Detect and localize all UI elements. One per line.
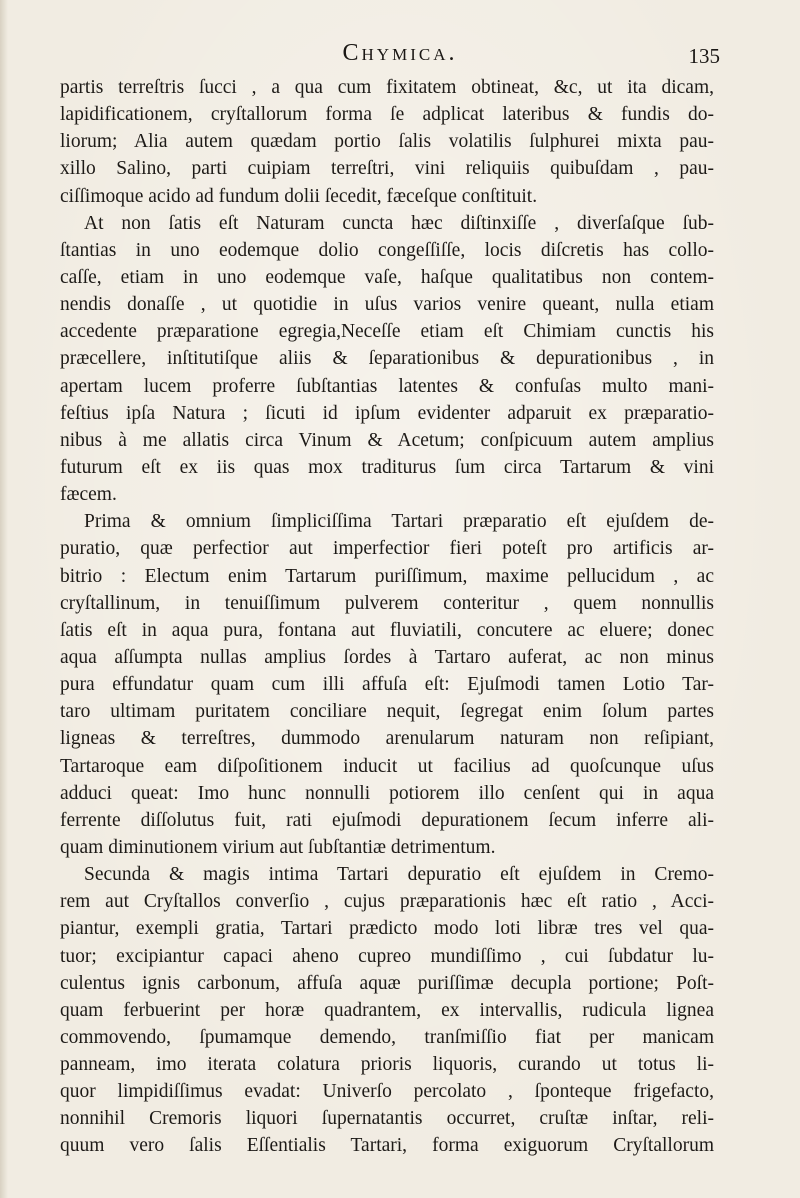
- text-line: ligneas & terreſtres, dummodo arenularum naturam non reſipiant,: [60, 728, 714, 750]
- text-line: feſtius ipſa Natura ; ſicuti id ipſum evidenter adparuit ex præparatio-: [60, 402, 714, 424]
- text-line: cryſtallinum, in tenuiſſimum pulverem conteritur , quem nonnullis: [60, 592, 714, 614]
- text-line: ferrente diſſolutus fuit, rati ejuſmodi depurationem ſecum inferre ali-: [60, 809, 714, 831]
- page-gutter-shadow: [0, 0, 8, 1198]
- text-line: partis terreſtris ſucci , a qua cum fixitatem obtineat, &c, ut ita dicam,: [60, 77, 714, 98]
- text-line: taro ultimam puritatem conciliare nequit, ſegregat enim ſolum partes: [60, 701, 714, 723]
- text-line: nendis donaſſe , ut quotidie in uſus varios venire queant, nulla etiam: [60, 294, 714, 316]
- text-line: puratio, quæ perfectior aut imperfectior fieri poteſt pro artificis ar-: [60, 538, 714, 560]
- text-line: lapidificationem, cryſtallorum forma ſe adplicat lateribus & fundis do-: [60, 104, 714, 126]
- text-line: nonnihil Cremoris liquori ſupernatantis occurret, cruſtæ inſtar, reli-: [60, 1108, 714, 1130]
- text-line: quam diminutionem virium aut ſubſtantiæ detrimentum.: [60, 836, 496, 858]
- text-line: accedente præparatione egregia,Neceſſe etiam eſt Chimiam cunctis his: [60, 321, 714, 343]
- text-line: aqua aſſumpta nullas amplius ſordes à Tartaro auferat, ac non minus: [60, 646, 714, 668]
- text-line: tuor; excipiantur capaci aheno cupreo mundiſſimo , cui ſubdatur lu-: [60, 945, 714, 967]
- text-line: quam ferbuerint per horæ quadrantem, ex intervallis, rudicula lignea: [60, 999, 714, 1021]
- text-line: Prima & omnium ſimpliciſſima Tartari præparatio eſt ejuſdem de-: [84, 511, 714, 533]
- text-line: apertam lucem proferre ſubſtantias latentes & confuſas multo mani-: [60, 375, 714, 397]
- text-line: panneam, imo iterata colatura prioris liquoris, curando ut totus li-: [60, 1054, 714, 1076]
- text-line: caſſe, etiam in uno eodemque vaſe, haſque qualitatibus non contem-: [60, 266, 714, 288]
- text-line: quor limpidiſſimus evadat: Univerſo percolato , ſponteque frigefacto,: [60, 1081, 714, 1103]
- text-line: xillo Salino, parti cuipiam terreſtri, vini reliquiis quibuſdam , pau-: [60, 158, 714, 180]
- text-line: piantur, exempli gratia, Tartari prædicto modo loti libræ tres vel qua-: [60, 918, 714, 940]
- text-line: liorum; Alia autem quædam portio ſalis volatilis ſulphurei mixta pau-: [60, 131, 714, 153]
- body-text: [60, 74, 714, 1160]
- text-line: ciſſimoque acido ad fundum dolii ſecedit, fæceſque conſtituit.: [60, 185, 538, 207]
- text-line: Secunda & magis intima Tartari depuratio eſt ejuſdem in Cremo-: [84, 864, 714, 886]
- text-line: pura effundatur quam cum illi affuſa eſt: Ejuſmodi tamen Lotio Tar-: [60, 674, 714, 696]
- text-line: bitrio : Electum enim Tartarum puriſſimum, maxime pellucidum , ac: [60, 565, 714, 587]
- text-line: rem aut Cryſtallos converſio , cujus præparationis hæc eſt ratio , Acci-: [60, 891, 714, 913]
- text-line: nibus à me allatis circa Vinum & Acetum; conſpicuum autem amplius: [60, 429, 714, 451]
- text-line: futurum eſt ex iis quas mox traditurus ſum circa Tartarum & vini: [60, 456, 714, 478]
- text-line: Tartaroque eam diſpoſitionem inducit ut facilius ad quoſcunque uſus: [60, 755, 714, 777]
- text-line: ſatis eſt in aqua pura, fontana aut fluviatili, concutere ac eluere; donec: [60, 619, 714, 641]
- text-line: ſtantias in uno eodemque dolio congeſſiſſe, locis diſcretis has collo-: [60, 239, 714, 261]
- running-head: Chymica.: [342, 40, 458, 66]
- text-line: adduci queat: Imo hunc nonnulli potiorem illo cenſent qui in aqua: [60, 782, 714, 804]
- page-header: [80, 40, 720, 74]
- text-line: præcellere, inſtitutiſque aliis & ſeparationibus & depurationibus , in: [60, 348, 714, 370]
- text-line: commovendo, ſpumamque demendo, tranſmiſſio fiat per manicam: [60, 1026, 714, 1048]
- text-line: fæcem.: [60, 484, 117, 506]
- text-line: quum vero ſalis Eſſentialis Tartari, forma exiguorum Cryſtallorum: [60, 1135, 714, 1157]
- text-line: culentus ignis carbonum, affuſa aquæ puriſſimæ decupla portione; Poſt-: [60, 972, 714, 994]
- page-number: 135: [688, 44, 720, 68]
- text-line: At non ſatis eſt Naturam cuncta hæc diſtinxiſſe , diverſaſque ſub-: [84, 212, 714, 234]
